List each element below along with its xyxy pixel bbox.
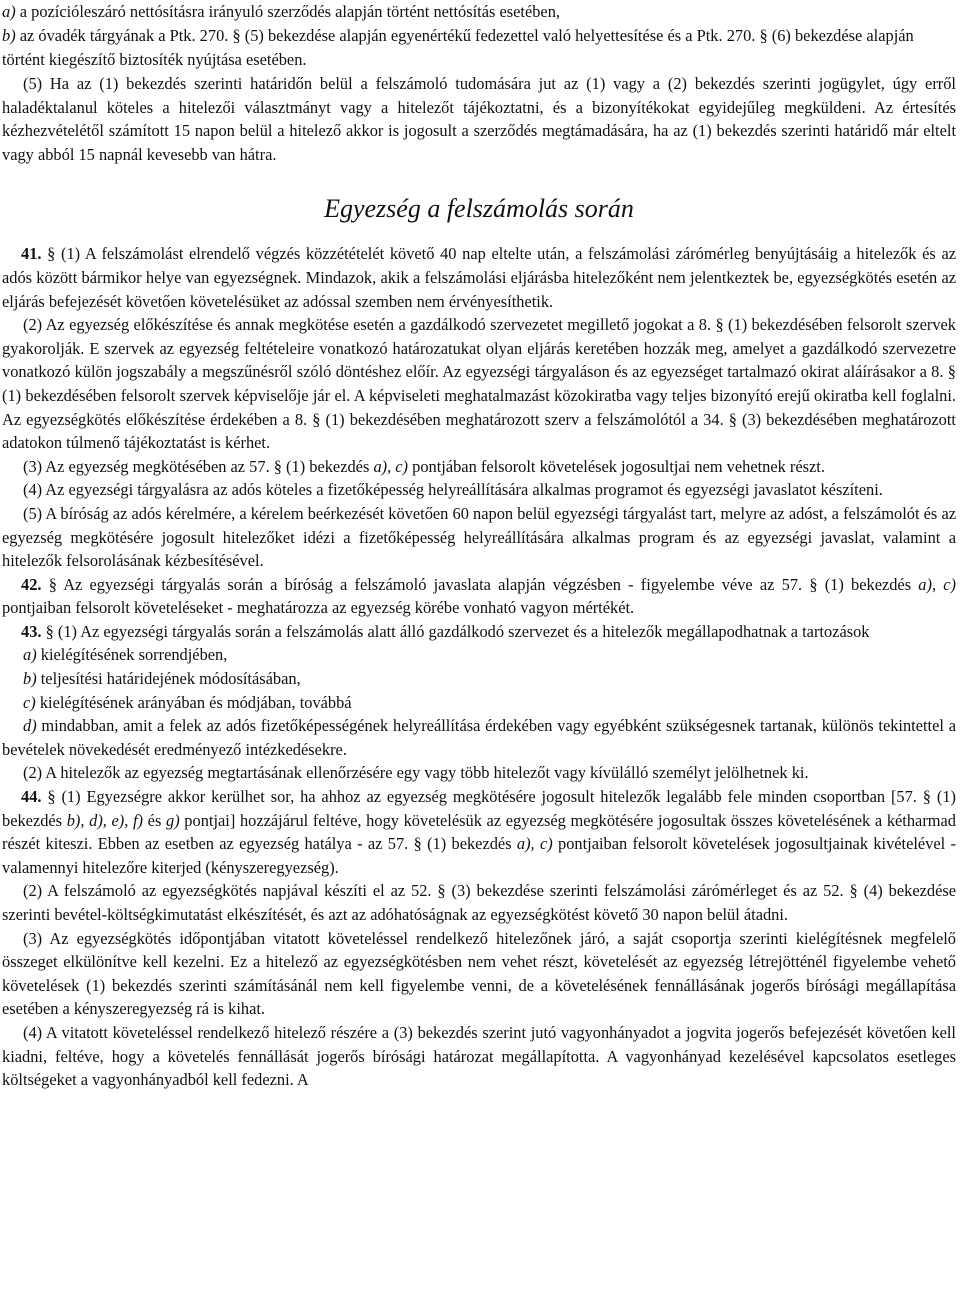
section-number: 41. [21, 244, 42, 264]
list-letter: a) [2, 2, 16, 21]
list-text: kielégítésének arányában és módjában, továbbá [35, 692, 352, 712]
section-number: 43. [21, 621, 42, 641]
document-body [2, 72, 956, 1092]
italic-ref: b), d), e), f) [66, 810, 144, 830]
paragraph-text: § (1) Egyezségre akkor kerülhet sor, ha ahhoz az egyezség megkötésére jogosult hitelezők legalább fele minden csoportban [57. § (1) bekezdés [2, 787, 956, 830]
top-list [2, 0, 956, 72]
section-44-paragraph-4: (4) A vitatott követeléssel rendelkező hitelező részére a (3) bekezdés szerint jutó vagyonhányadot a jogvita jogerős befejezését követően kell kiadni, feltéve, hogy a követelés fennállását jogerős bírósági határozat megállapította. A vagyonhányad kezelésével kapcsolatos esetleges költségeket a vagyonhányadból kell fedezni. A [2, 1022, 956, 1090]
list-letter: c) [23, 692, 36, 712]
list-text: mindabban, amit a felek az adós fizetőképességének helyreállítása érdekében vagy egyébként szükségesnek tartanak, különös tekintettel a bevételek növekedését eredményező intézkedésekre. [2, 716, 956, 759]
paragraph-text: § (1) Az egyezségi tárgyalás során a felszámolás alatt álló gazdálkodó szervezet és a hitelezők megállapodhatnak a tartozások [41, 621, 870, 641]
section-41-paragraph-2: (2) Az egyezség előkészítése és annak megkötése esetén a gazdálkodó szervezetet megillető jogokat a 8. § (1) bekezdésében felsorolt szervek gyakorolják. E szervek az egyezség feltételeire vonatkozó határozatukat olyan eljárás keretében hozzák meg, amelyet a gazdálkodó szervezetre vonatkozó külön jogszabály a megszűnésről szóló döntéshez előír. Az egyezségi tárgyaláson és az egyezséget tartalmazó okirat aláírásakor a 8. § (1) bekezdésében felsorolt szervek képviselője jár el. A képviseleti meghatalmazást közokiratba vagy teljes bizonyító erejű okiratba kell foglalni. Az egyezségkötés előkészítése érdekében a 8. § (1) bekezdésében meghatározott szerv a felszámolótól a 34. § (3) bekezdésében meghatározott adatokon túlmenő tájékoztatást is kérhet. [2, 315, 956, 453]
list-item-b [2, 24, 956, 72]
section-42-paragraph [2, 573, 956, 620]
section-43-paragraph-1 [2, 620, 956, 644]
paragraph-text: § (1) A felszámolást elrendelő végzés közzétételét követő 40 nap eltelte után, a felszámolási zárómérleg benyújtásáig a hitelezők és az adós között bármikor helye van egyezségnek. Mindazok, akik a felszámolási eljárásba hitelezőként nem jelentkeztek be, egyezségkötés esetén az eljárás befejezését követően követelésüket az adóssal szemben nem érvényesíthetik. [2, 244, 956, 311]
paragraph-text: (3) Az egyezség megkötésében az 57. § (1) bekezdés [23, 456, 374, 476]
section-41-paragraph-1 [2, 242, 956, 313]
italic-ref: g) [166, 810, 180, 830]
paragraph-text: pontjai] hozzájárul feltéve, hogy követelésük az egyezség megkötésére jogosultak összes követelésének a kétharmad részét kiteszi. Ebben az esetben az egyezség hatálya - az 57. § (1) bekezdés [2, 810, 957, 854]
list-letter: b) [23, 669, 37, 689]
italic-ref: a), c) [516, 834, 553, 854]
section-41-paragraph-3 [2, 455, 956, 479]
document-page [2, 0, 956, 1092]
section-44-paragraph-1 [2, 785, 956, 879]
list-item-a [2, 0, 956, 24]
paragraph-5: (5) Ha az (1) bekezdés szerinti határidőn belül a felszámoló tudomására jut az (1) vagy a (2) bekezdés szerinti jogügylet, úgy erről haladéktalanul köteles a hitelezői választmányt vagy a hitelezőt tájékoztatni, és a bizonyítékokat egyidejűleg megküldeni. Az értesítés kézhezvételétől számított 15 napon belül a hitelező akkor is jogosult a szerződés megtámadására, ha az (1) bekezdés szerinti határidő már eltelt vagy abból 15 napnál kevesebb van hátra. [2, 74, 956, 164]
section-44-paragraph-2: (2) A felszámoló az egyezségkötés napjával készíti el az 52. § (3) bekezdése szerinti felszámolási zárómérleget és az 52. § (4) bekezdése szerinti bevétel-költségkimutatást elkészítését, és azt az adóhatóságnak az egyezségkötést követő 30 napon belül átadni. [2, 881, 956, 924]
italic-ref: a), c) [918, 574, 956, 594]
list-item-d [2, 714, 956, 761]
list-letter: d) [23, 716, 37, 736]
section-41-paragraph-4: (4) Az egyezségi tárgyalásra az adós köteles a fizetőképesség helyreállítására alkalmas programot és egyezségi javaslatot készíteni. [23, 480, 883, 500]
section-number: 44. [21, 787, 42, 807]
section-44-paragraph-3: (3) Az egyezségkötés időpontjában vitatott követeléssel rendelkező hitelezőnek járó, a saját csoportja szerinti kielégítésnek megfelelő összeget elkülönítve kell kezelni. Ez a hitelező az egyezségkötésben nem vehet részt, követelését az egyezség létrejötténél figyelembe vehető követelések (1) bekezdés szerinti számításánál nem kell figyelembe venni, de a követelésének fennállásának jogerős bírósági megállapítása esetében a kényszeregyezség rá is kihat. [2, 928, 956, 1019]
paragraph-text: pontjában felsorolt követelések jogosultjai nem vehetnek részt. [408, 456, 825, 476]
section-41-paragraph-5: (5) A bíróság az adós kérelmére, a kérelem beérkezését követően 60 napon belül egyezségi tárgyalást tart, melyre az adóst, a felszámolót és az egyezség megkötésére jogosult hitelezőket idézi a fizetőképesség helyreállítására alkalmas program és az egyezségi javaslat, valamint a hitelezők felsorolásának kézbesítésével. [2, 503, 956, 571]
paragraph-text: pontjaiban felsorolt követelések jogosultjainak kivételével - valamennyi hitelezőre kiterjed (kényszeregyezség). [2, 834, 956, 877]
section-43-paragraph-2: (2) A hitelezők az egyezség megtartásának ellenőrzésére egy vagy több hitelezőt vagy kívülálló személyt jelölhetnek ki. [23, 763, 809, 783]
list-item-c [2, 691, 956, 715]
list-letter: a) [23, 645, 37, 665]
paragraph-text: pontjaiban felsorolt követeléseket - meghatározza az egyezség körébe vonható vagyon mértékét. [2, 598, 635, 618]
italic-ref: a), c) [373, 456, 409, 476]
paragraph-text: és [143, 810, 166, 830]
list-text: kielégítésének sorrendjében, [36, 645, 228, 665]
section-heading: Egyezség a felszámolás során [324, 194, 634, 224]
list-text: az óvadék tárgyának a Ptk. 270. § (5) bekezdése alapján egyenértékű fedezettel való helyettesítése és a Ptk. 270. § (6) bekezdése alapján történt kiegészítő biztosíték nyújtása esetében. [2, 26, 914, 69]
list-item-a [2, 643, 956, 667]
list-text: a pozícióleszáró nettósításra irányuló szerződés alapján történt nettósítás esetében, [15, 2, 560, 21]
list-item-b [2, 667, 956, 691]
paragraph-text: § Az egyezségi tárgyalás során a bíróság a felszámoló javaslata alapján végzésben - figyelembe véve az 57. § (1) bekezdés [41, 574, 919, 594]
section-number: 42. [21, 574, 42, 594]
list-letter: b) [2, 26, 16, 45]
list-text: teljesítési határidejének módosításában, [36, 669, 301, 689]
